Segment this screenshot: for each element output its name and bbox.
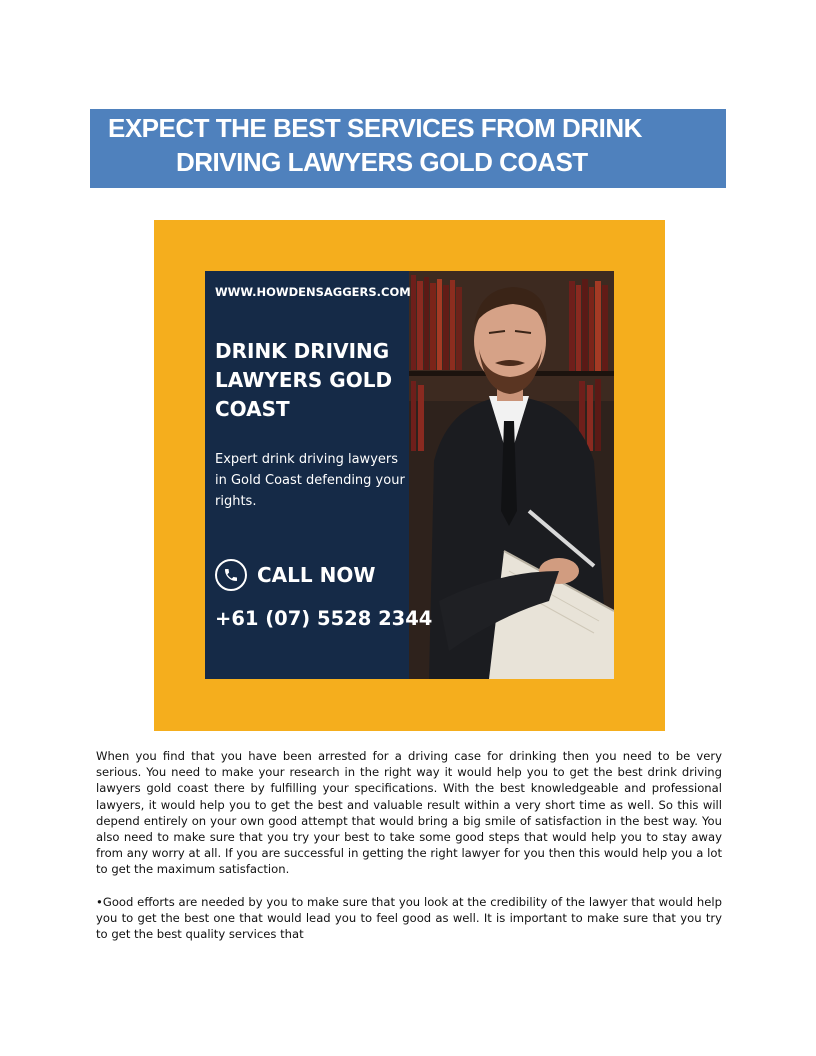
lawyer-photo <box>409 271 614 679</box>
call-now-label: CALL NOW <box>257 563 376 587</box>
article-paragraph-1: When you find that you have been arrested for a driving case for drinking then you need to be very serious. You need to make your research in the right way it would help you to get the best drink driving lawyers gold coast there by fulfilling your specifications. With the best knowledgeable and professional lawyers, it would help you to get the best and valuable result within a very short time as well. So this will depend entirely on your own good attempt that would bring a big smile of satisfaction in the best way. You also need to make sure that you try your best to take some good steps that would help you to stay away from any worry at all. If you are successful in getting the right lawyer for you then this would help you a lot to get the maximum satisfaction. <box>96 749 722 877</box>
article-body <box>96 748 722 958</box>
advertisement-image <box>154 220 665 731</box>
ad-text-panel <box>205 271 433 679</box>
page-title-line-2: DRIVING LAWYERS GOLD COAST <box>176 147 588 177</box>
page-title-line-1: EXPECT THE BEST SERVICES FROM DRINK <box>108 113 642 143</box>
article-paragraph-2: •Good efforts are needed by you to make sure that you look at the credibility of the lawyer that would help you to get the best one that would lead you to feel good as well. It is important to make sure that you try to get the best quality services that <box>96 894 722 942</box>
ad-website: WWW.HOWDENSAGGERS.COM <box>215 285 411 299</box>
ad-phone-number: +61 (07) 5528 2344 <box>215 607 433 630</box>
ad-call-now <box>215 555 375 595</box>
title-banner <box>90 109 726 188</box>
ad-subtext: Expert drink driving lawyers in Gold Coast defending your rights. <box>215 452 405 509</box>
ad-creative <box>205 271 614 679</box>
phone-icon <box>215 559 247 591</box>
ad-headline: DRINK DRIVING LAWYERS GOLD COAST <box>215 339 393 421</box>
